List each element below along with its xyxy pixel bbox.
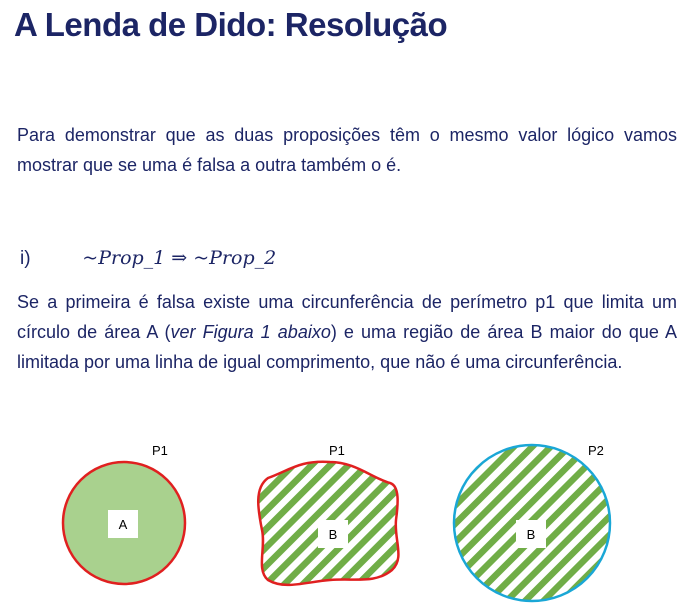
shape-1-area-label: A [108,510,138,538]
explanation-text-start: Se a primeira é falsa existe uma circunferência de perímetro p1 que limita um círculo de área A ( [17,292,677,342]
shape-2-perimeter-label: P1 [329,443,345,458]
intro-paragraph: Para demonstrar que as duas proposições têm o mesmo valor lógico vamos mostrar que se uma é falsa a outra também o é. [17,125,677,175]
shape-2-area-label: B [318,520,348,548]
shape-1-perimeter-label: P1 [152,443,168,458]
figure-reference: ver Figura 1 abaixo [170,322,331,342]
shape-3-perimeter-label: P2 [588,443,604,458]
logic-formula: ~Prop_1 ⇒ ~Prop_2 [82,247,277,269]
shape-3-area-label: B [516,520,546,548]
explanation-text-end: ) e uma região de área B maior do que A limitada por uma linha de igual comprimento, que não é uma circunferência. [17,322,677,372]
item-number: i) [20,248,31,269]
page-title: A Lenda de Dido: Resolução [14,6,448,43]
